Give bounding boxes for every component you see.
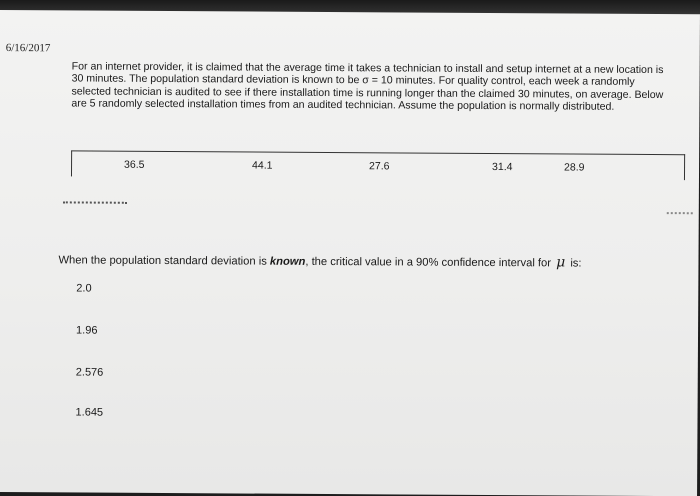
question-prompt	[58, 254, 678, 270]
answer-option-1[interactable]	[64, 280, 124, 298]
data-value-3: 27.6	[369, 160, 390, 173]
cut-off-text-left	[63, 196, 127, 203]
worksheet-page	[0, 10, 700, 496]
answer-option-label: 1.96	[76, 324, 98, 337]
answer-option-3[interactable]	[64, 364, 124, 382]
prompt-text-1: When the population standard deviation is	[58, 254, 270, 268]
prompt-emphasis: known	[269, 255, 306, 268]
prompt-text-3: is:	[567, 257, 582, 270]
answer-option-label: 1.645	[75, 406, 104, 419]
answer-option-4[interactable]	[63, 404, 123, 422]
page-date: 6/16/2017	[5, 42, 51, 55]
data-table	[71, 150, 685, 180]
answer-option-2[interactable]	[64, 322, 124, 340]
cut-off-text-right	[667, 208, 693, 214]
question-paragraph: For an internet provider, it is claimed that the average time it takes a technician to install and setup internet at a new location is 30 minutes. The population standard deviation is known to be σ = 10 minutes. For quality control, each week a randomly selected technician is audited to see if there installation time is running longer than the claimed 30 minutes, on average. Below are 5 randomly selected installation times from an audited technician. Assume the population is normally distributed.	[71, 60, 664, 113]
data-value-1: 36.5	[124, 158, 145, 171]
answer-option-label: 2.0	[76, 282, 92, 295]
data-value-4: 31.4	[492, 161, 513, 174]
prompt-text-2: , the critical value in a 90% confidence interval for	[305, 255, 555, 270]
mu-symbol: μ	[556, 254, 566, 271]
answer-option-label: 2.576	[75, 366, 104, 379]
data-value-2: 44.1	[252, 159, 273, 172]
data-value-5: 28.9	[564, 161, 585, 174]
